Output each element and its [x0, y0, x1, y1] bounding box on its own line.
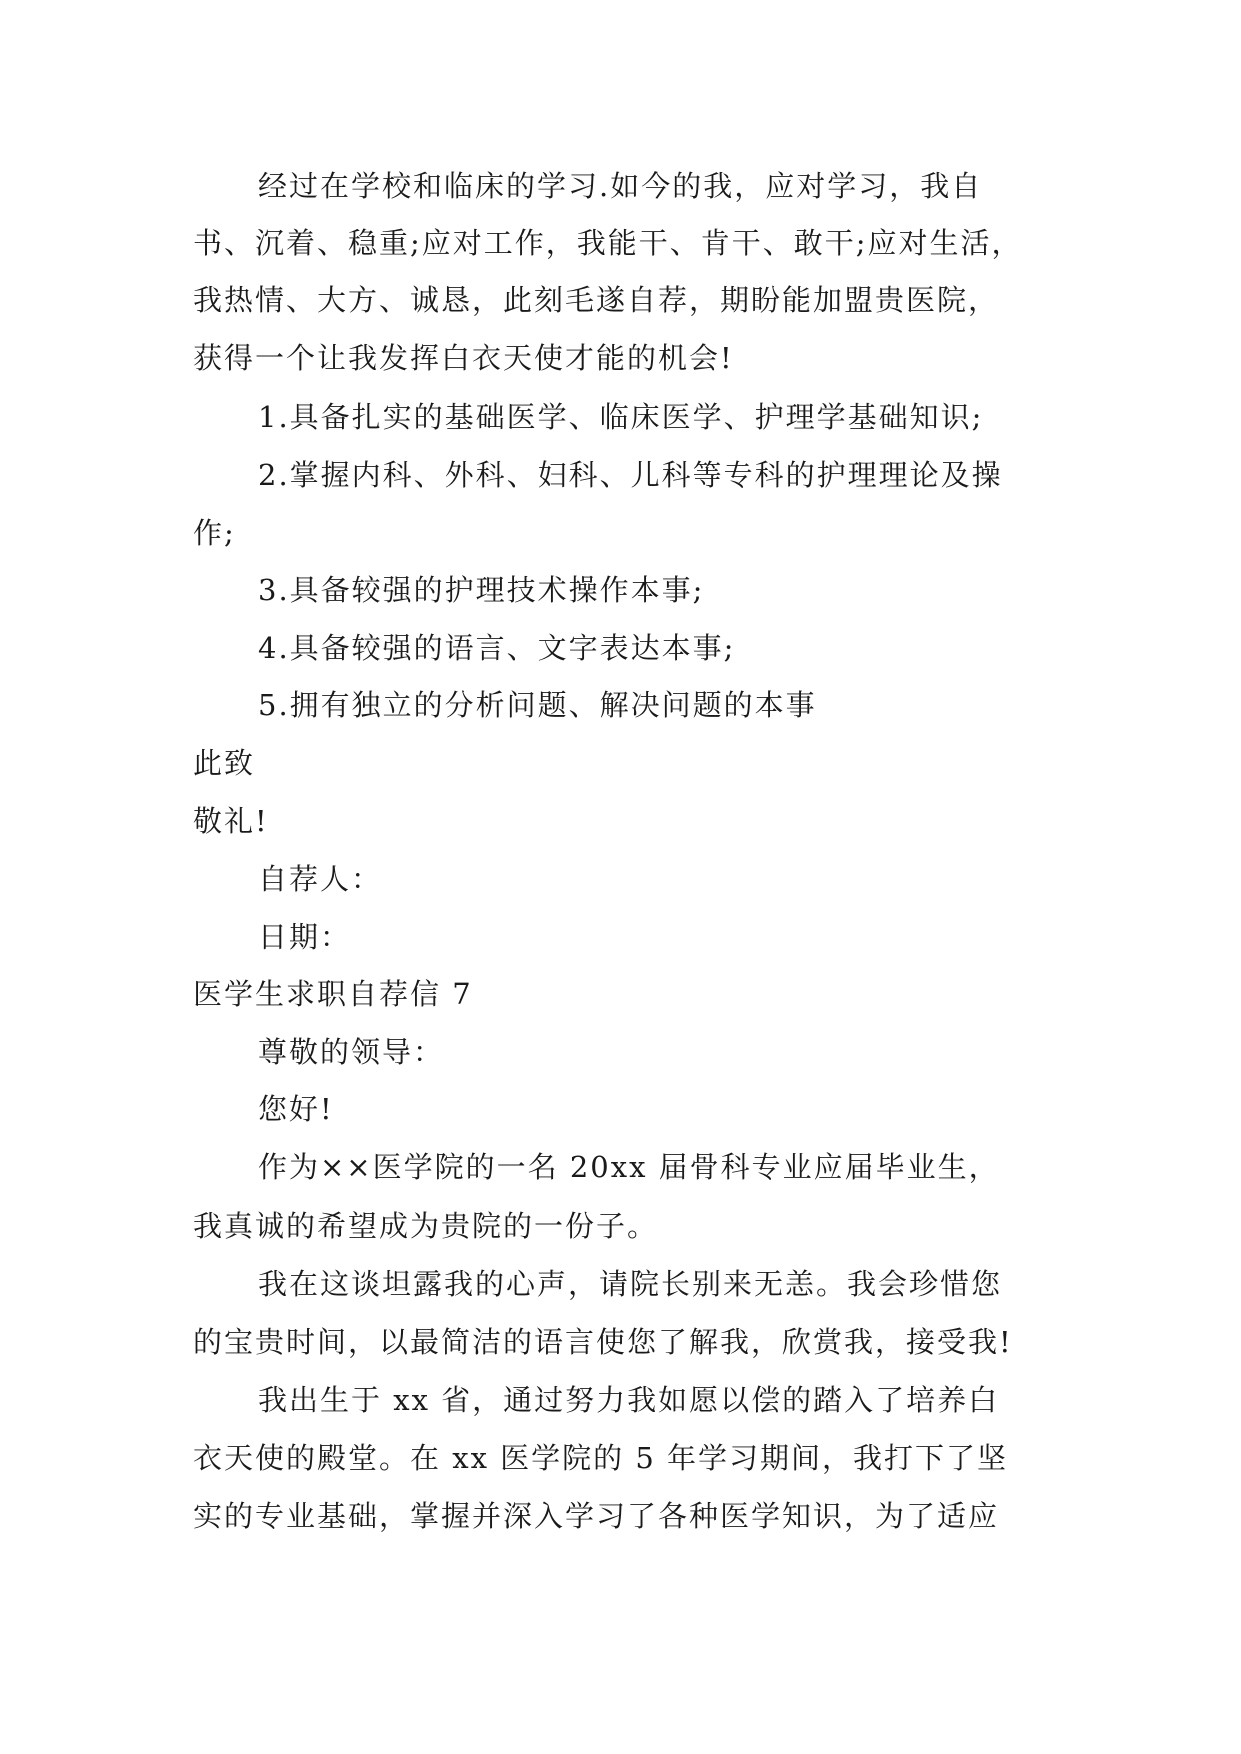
- paragraph-line: 实的专业基础，掌握并深入学习了各种医学知识，为了适应: [193, 1499, 1000, 1533]
- greeting: 您好!: [258, 1092, 334, 1126]
- list-item-5: 5.拥有独立的分析问题、解决问题的本事: [258, 688, 817, 722]
- list-item-3: 3.具备较强的护理技术操作本事;: [258, 573, 705, 607]
- list-item-1: 1.具备扎实的基础医学、临床医学、护理学基础知识;: [258, 400, 984, 434]
- greeting-addressee: 尊敬的领导：: [258, 1035, 445, 1069]
- list-item-2: 2.掌握内科、外科、妇科、儿科等专科的护理理论及操: [258, 458, 1003, 492]
- paragraph-line: 书、沉着、稳重;应对工作，我能干、肯干、敢干;应对生活，: [193, 226, 1023, 260]
- paragraph-line: 的宝贵时间，以最简洁的语言使您了解我，欣赏我，接受我!: [193, 1325, 1013, 1359]
- paragraph-line: 获得一个让我发挥白衣天使才能的机会!: [193, 341, 734, 375]
- paragraph-line: 我热情、大方、诚恳，此刻毛遂自荐，期盼能加盟贵医院，: [193, 283, 1000, 317]
- paragraph-line: 作为××医学院的一名 20xx 届骨科专业应届毕业生，: [258, 1150, 1000, 1184]
- list-item-4: 4.具备较强的语言、文字表达本事;: [258, 631, 736, 665]
- section-title: 医学生求职自荐信 7: [193, 977, 473, 1011]
- closing-regards: 敬礼!: [193, 804, 269, 838]
- date-label: 日期：: [258, 920, 352, 954]
- paragraph-line: 我真诚的希望成为贵院的一份子。: [193, 1209, 659, 1243]
- paragraph-line: 经过在学校和临床的学习.如今的我，应对学习，我自: [258, 169, 983, 203]
- closing-salutation: 此致: [193, 746, 256, 780]
- signature-label: 自荐人：: [258, 862, 383, 896]
- paragraph-line: 我出生于 xx 省，通过努力我如愿以偿的踏入了培养白: [258, 1383, 1000, 1417]
- list-item-2-continued: 作;: [193, 516, 236, 550]
- paragraph-line: 衣天使的殿堂。在 xx 医学院的 5 年学习期间，我打下了坚: [193, 1441, 1009, 1475]
- paragraph-line: 我在这谈坦露我的心声，请院长别来无恙。我会珍惜您: [258, 1267, 1003, 1301]
